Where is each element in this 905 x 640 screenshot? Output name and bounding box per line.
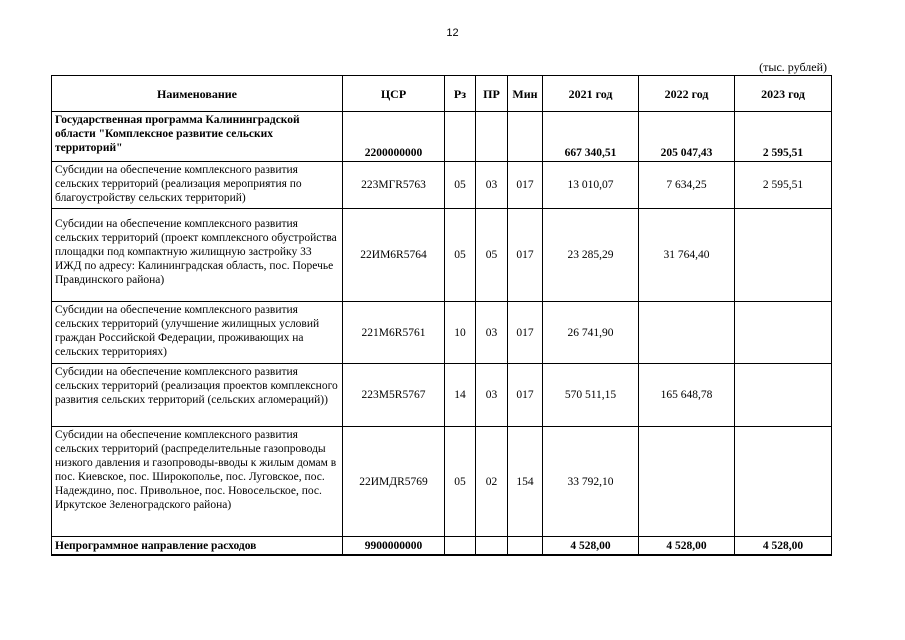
row-ministry: 154 [508, 427, 543, 537]
row-2023 [735, 364, 832, 427]
program-section [445, 112, 476, 162]
header-2022: 2022 год [639, 76, 735, 112]
row-2023 [735, 209, 832, 302]
nonprogram-subsection [476, 537, 508, 555]
row-2021: 33 792,10 [543, 427, 639, 537]
header-code: ЦСР [343, 76, 445, 112]
table-row [52, 302, 832, 364]
row-code: 223МГR5763 [343, 162, 445, 209]
nonprogram-code: 9900000000 [343, 537, 445, 555]
row-name: Субсидии на обеспечение комплексного развития сельских территорий (реализация мероприятия по благоустройству сельских территорий) [52, 162, 343, 209]
row-section: 10 [445, 302, 476, 364]
program-2022: 205 047,43 [639, 112, 735, 162]
page-number: 12 [446, 27, 459, 39]
row-name: Субсидии на обеспечение комплексного развития сельских территорий (распределительные газопроводы низкого давления и газопроводы-вводы к жилым домам в пос. Киевское, пос. Широкополье, пос. Луговское, пос. Надеждино, пос. Привольное, пос. Новосельское, пос. Иркутское Зеленоградского района) [52, 427, 343, 537]
row-code: 223М5R5767 [343, 364, 445, 427]
row-ministry: 017 [508, 364, 543, 427]
row-2023: 2 595,51 [735, 162, 832, 209]
table-row [52, 209, 832, 302]
program-row [52, 112, 832, 162]
row-2021: 570 511,15 [543, 364, 639, 427]
row-section: 05 [445, 427, 476, 537]
row-2021: 23 285,29 [543, 209, 639, 302]
row-name: Субсидии на обеспечение комплексного развития сельских территорий (проект комплексного обустройства площадки под компактную жилищную застройку 33 ИЖД по адресу: Калининградская область, пос. Поречье Правдинского района) [52, 209, 343, 302]
nonprogram-ministry [508, 537, 543, 555]
header-2023: 2023 год [735, 76, 832, 112]
row-2022: 7 634,25 [639, 162, 735, 209]
row-subsection: 03 [476, 162, 508, 209]
program-code: 2200000000 [343, 112, 445, 162]
program-subsection [476, 112, 508, 162]
table-row [52, 162, 832, 209]
row-2022: 31 764,40 [639, 209, 735, 302]
nonprogram-2023: 4 528,00 [735, 537, 832, 555]
budget-table [51, 75, 832, 556]
row-name: Субсидии на обеспечение комплексного развития сельских территорий (улучшение жилищных условий граждан Российской Федерации, проживающих на сельских территориях) [52, 302, 343, 364]
nonprogram-2021: 4 528,00 [543, 537, 639, 555]
row-subsection: 03 [476, 364, 508, 427]
header-subsection: ПР [476, 76, 508, 112]
row-subsection: 03 [476, 302, 508, 364]
row-section: 05 [445, 209, 476, 302]
row-ministry: 017 [508, 302, 543, 364]
row-code: 22ИМ6R5764 [343, 209, 445, 302]
program-name: Государственная программа Калининградской области "Комплексное развитие сельских территорий" [52, 112, 343, 162]
nonprogram-section [445, 537, 476, 555]
header-ministry: Мин [508, 76, 543, 112]
nonprogram-row [52, 537, 832, 555]
row-section: 14 [445, 364, 476, 427]
row-code: 22ИМДR5769 [343, 427, 445, 537]
row-2022: 165 648,78 [639, 364, 735, 427]
row-subsection: 05 [476, 209, 508, 302]
program-ministry [508, 112, 543, 162]
units-label: (тыс. рублей) [759, 60, 827, 74]
row-name: Субсидии на обеспечение комплексного развития сельских территорий (реализация проектов комплексного развития сельских территорий (сельских агломераций)) [52, 364, 343, 427]
header-2021: 2021 год [543, 76, 639, 112]
header-section: Рз [445, 76, 476, 112]
row-code: 221М6R5761 [343, 302, 445, 364]
nonprogram-name: Непрограммное направление расходов [52, 537, 343, 555]
table-row [52, 427, 832, 537]
header-name: Наименование [52, 76, 343, 112]
program-2023: 2 595,51 [735, 112, 832, 162]
row-2021: 26 741,90 [543, 302, 639, 364]
row-2021: 13 010,07 [543, 162, 639, 209]
row-2022 [639, 302, 735, 364]
row-2023 [735, 302, 832, 364]
row-ministry: 017 [508, 162, 543, 209]
row-section: 05 [445, 162, 476, 209]
row-2022 [639, 427, 735, 537]
program-2021: 667 340,51 [543, 112, 639, 162]
row-ministry: 017 [508, 209, 543, 302]
table-row [52, 364, 832, 427]
row-2023 [735, 427, 832, 537]
row-subsection: 02 [476, 427, 508, 537]
nonprogram-2022: 4 528,00 [639, 537, 735, 555]
header-row [52, 76, 832, 112]
